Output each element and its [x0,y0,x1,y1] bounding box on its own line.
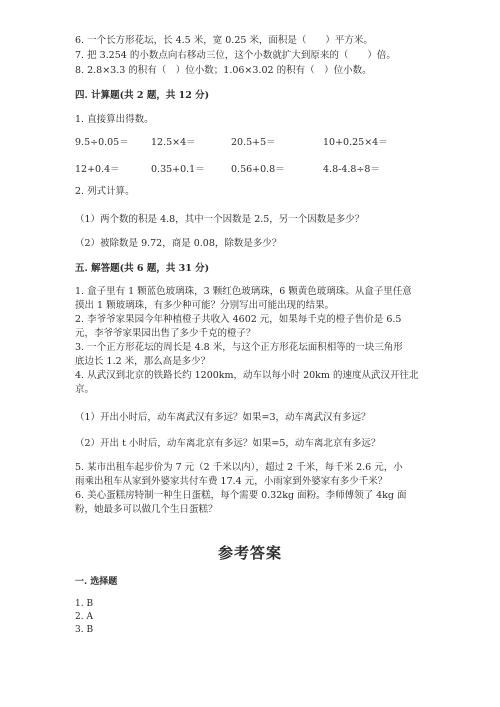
calc-row-2 [75,163,435,177]
calc-item: 12+0.4＝ [75,164,120,175]
calc-item: 12.5×4＝ [151,137,196,148]
fill-blank-q6: 6. 一个长方形花坛，长 4.5 米，宽 0.25 米，面积是（ ）平方米。 [75,35,373,46]
answers-heading: 一. 选择题 [75,577,118,587]
section5-q6-line1: 6. 美心蛋糕房特制一种生日蛋糕，每个需要 0.32kg 面粉。李师傅领了 4kg 面 [75,490,407,501]
section4-q2-a: （1）两个数的积是 4.8，其中一个因数是 2.5，另一个因数是多少？ [75,214,365,225]
section5-q1-line1: 1. 盒子里有 1 颗蓝色玻璃珠，3 颗红色玻璃珠，6 颗黄色玻璃珠。从盒子里任意 [75,286,412,297]
fill-blank-q8: 8. 2.8×3.3 的积有（ ）位小数；1.06×3.02 的积有（ ）位小数。 [75,65,372,76]
section5-q4-b: （2）开出 t 小时后，动车离北京有多远？如果=5，动车离北京有多远？ [75,438,381,449]
calc-item: 10+0.25×4＝ [323,137,388,148]
section4-q1-title: 1. 直接算出得数。 [75,114,154,125]
section5-q4-a: （1）开出小时后，动车离武汉有多远？如果=3，动车离武汉有多远？ [75,412,371,423]
section4-heading: 四. 计算题(共 2 题，共 12 分) [75,90,210,101]
answer-item: 1. B [75,599,94,609]
answers-title: 参考答案 [217,544,282,562]
section4-q2-b: （2）被除数是 9.72，商是 0.08，除数是多少？ [75,238,282,249]
section5-q6-line2: 粉，她最多可以做几个生日蛋糕？ [75,504,218,515]
section5-q2-line1: 2. 李爷爷家果园今年种植橙子共收入 4602 元，如果每千克的橙子售价是 6.5 [75,314,402,325]
section5-q5-line2: 雨乘出租车从家到外婆家共付车费 17.4 元，小雨家到外婆家有多少千米？ [75,476,388,487]
section5-q2-line2: 元，李爷爷家果园出售了多少千克的橙子？ [75,328,256,339]
section5-q4-line1: 4. 从武汉到北京的铁路长约 1200km，动车以每小时 20km 的速度从武汉开往北 [75,370,419,381]
calc-row-1 [75,136,435,150]
answer-item: 3. B [75,625,94,635]
answer-item: 2. A [75,612,93,622]
section5-q4-line2: 京。 [75,384,95,395]
section5-q5-line1: 5. 某市出租车起步价为 7 元（2 千米以内），超过 2 千米，每千米 2.6 元，小 [75,462,403,473]
section4-q2-title: 2. 列式计算。 [75,186,135,197]
calc-item: 9.5÷0.05＝ [75,137,129,148]
section5-q3-line2: 底边长 1.2 米，那么高是多少？ [75,356,211,367]
section5-q3-line1: 3. 一个正方形花坛的周长是 4.8 米，与这个正方形花坛面积相等的一块三角形 [75,342,403,353]
section5-q1-line2: 摸出 1 颗玻璃珠，有多少种可能？分别写出可能出现的结果。 [75,300,335,311]
calc-item: 4.8-4.8÷8＝ [323,164,380,175]
fill-blank-q7: 7. 把 3.254 的小数点向右移动三位，这个小数就扩大到原来的（ ）倍。 [75,50,396,61]
calc-item: 20.5+5＝ [231,137,276,148]
section5-heading: 五. 解答题(共 6 题，共 31 分) [75,263,210,274]
calc-item: 0.35+0.1＝ [151,164,205,175]
calc-item: 0.56+0.8＝ [231,164,285,175]
